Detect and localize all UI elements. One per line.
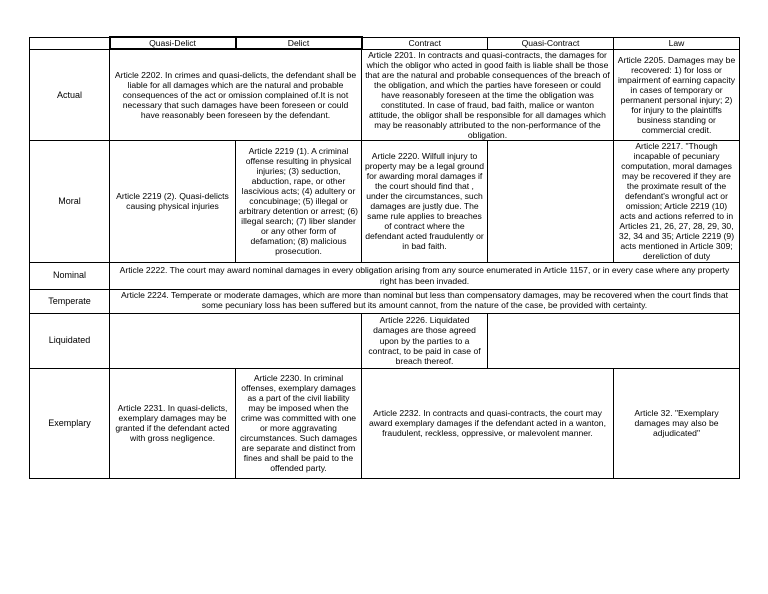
row-label-liquidated: Liquidated [30,313,110,368]
cell-exemplary-law: Article 32. "Exemplary damages may also be adjudicated" [614,368,740,478]
row-nominal [30,262,740,289]
row-label-nominal: Nominal [30,262,110,289]
row-label-temperate: Temperate [30,289,110,313]
row-label-moral: Moral [30,140,110,262]
cell-exemplary-delict: Article 2230. In criminal offenses, exemplary damages as a part of the civil liability may be imposed when the crime was committed with one or more aggravating circumstances. Such damages are separate and distinct from fines and shall be paid to the offended party. [236,368,362,478]
row-moral [30,140,740,262]
cell-liquidated-empty-left [110,313,362,368]
cell-actual-contract-quasi-contract: Article 2201. In contracts and quasi-contracts, the damages for which the obligor who acted in good faith is liable shall be those that are the natural and probable consequences of the breach of the obligation, and which the parties have foreseen or could have reasonably foreseen at the time the obligation was constituted. In case of fraud, bad faith, malice or wanton attitude, the obligor shall be responsible for all damages which may be reasonably attributed to the non-performance of the obligation. [362,49,614,140]
header-quasi-delict: Quasi-Delict [110,37,236,49]
header-blank [30,37,110,49]
cell-liquidated-empty-right [488,313,740,368]
cell-actual-quasi-delict-delict: Article 2202. In crimes and quasi-delicts, the defendant shall be liable for all damages which are the natural and probable consequences of the act or omission complained of.It is not necessary that such damages have been foreseen or could have reasonably been foreseen by the defendant. [110,49,362,140]
cell-moral-delict: Article 2219 (1). A criminal offense resulting in physical injuries; (3) seduction, abduction, rape, or other lascivious acts; (4) adultery or concubinage; (5) illegal or arbitrary detention or arrest; (6) illegal search; (7) liber slander or any other form of defamation; (8) malicious prosecution. [236,140,362,262]
cell-moral-quasi-delict: Article 2219 (2). Quasi-delicts causing physical injuries [110,140,236,262]
header-quasi-contract: Quasi-Contract [488,37,614,49]
cell-moral-quasi-contract [488,140,614,262]
cell-moral-contract: Article 2220. Wilfull injury to property may be a legal ground for awarding moral damages if the court should find that , under the circumstances, such damages are justly due. The same rule applies to breaches of contract where the defendant acted fraudulently or in bad faith. [362,140,488,262]
cell-nominal: Article 2222. The court may award nominal damages in every obligation arising from any source enumerated in Article 1157, or in every case where any property right has been invaded. [110,262,740,289]
header-contract: Contract [362,37,488,49]
row-actual [30,49,740,140]
row-label-exemplary: Exemplary [30,368,110,478]
cell-moral-law: Article 2217. "Though incapable of pecuniary computation, moral damages may be recovered if they are the proximate result of the defendant's wrongful act or omission; Article 2219 (10) acts and actions referred to in Articles 21, 26, 27, 28, 29, 30, 32, 34 and 35; Article 2219 (9) acts mentioned in Article 309; dereliction of duty [614,140,740,262]
damages-table [29,36,740,479]
row-liquidated [30,313,740,368]
cell-exemplary-contract-quasi-contract: Article 2232. In contracts and quasi-contracts, the court may award exemplary damages if the defendant acted in a wanton, fraudulent, reckless, oppressive, or malevolent manner. [362,368,614,478]
cell-temperate: Article 2224. Temperate or moderate damages, which are more than nominal but less than compensatory damages, may be recovered when the court finds that some pecuniary loss has been suffered but its amount cannot, from the nature of the case, be provided with certainty. [110,289,740,313]
cell-actual-law: Article 2205. Damages may be recovered: 1) for loss or impairment of earning capacity in cases of temporary or permanent personal injury; 2) for injury to the plaintiffs business standing or commercial credit. [614,49,740,140]
header-law: Law [614,37,740,49]
row-temperate [30,289,740,313]
cell-liquidated-contract: Article 2226. Liquidated damages are those agreed upon by the parties to a contract, to be paid in case of breach thereof. [362,313,488,368]
cell-exemplary-quasi-delict: Article 2231. In quasi-delicts, exemplary damages may be granted if the defendant acted with gross negligence. [110,368,236,478]
header-delict: Delict [236,37,362,49]
row-exemplary [30,368,740,478]
row-label-actual: Actual [30,49,110,140]
header-row [30,37,740,49]
